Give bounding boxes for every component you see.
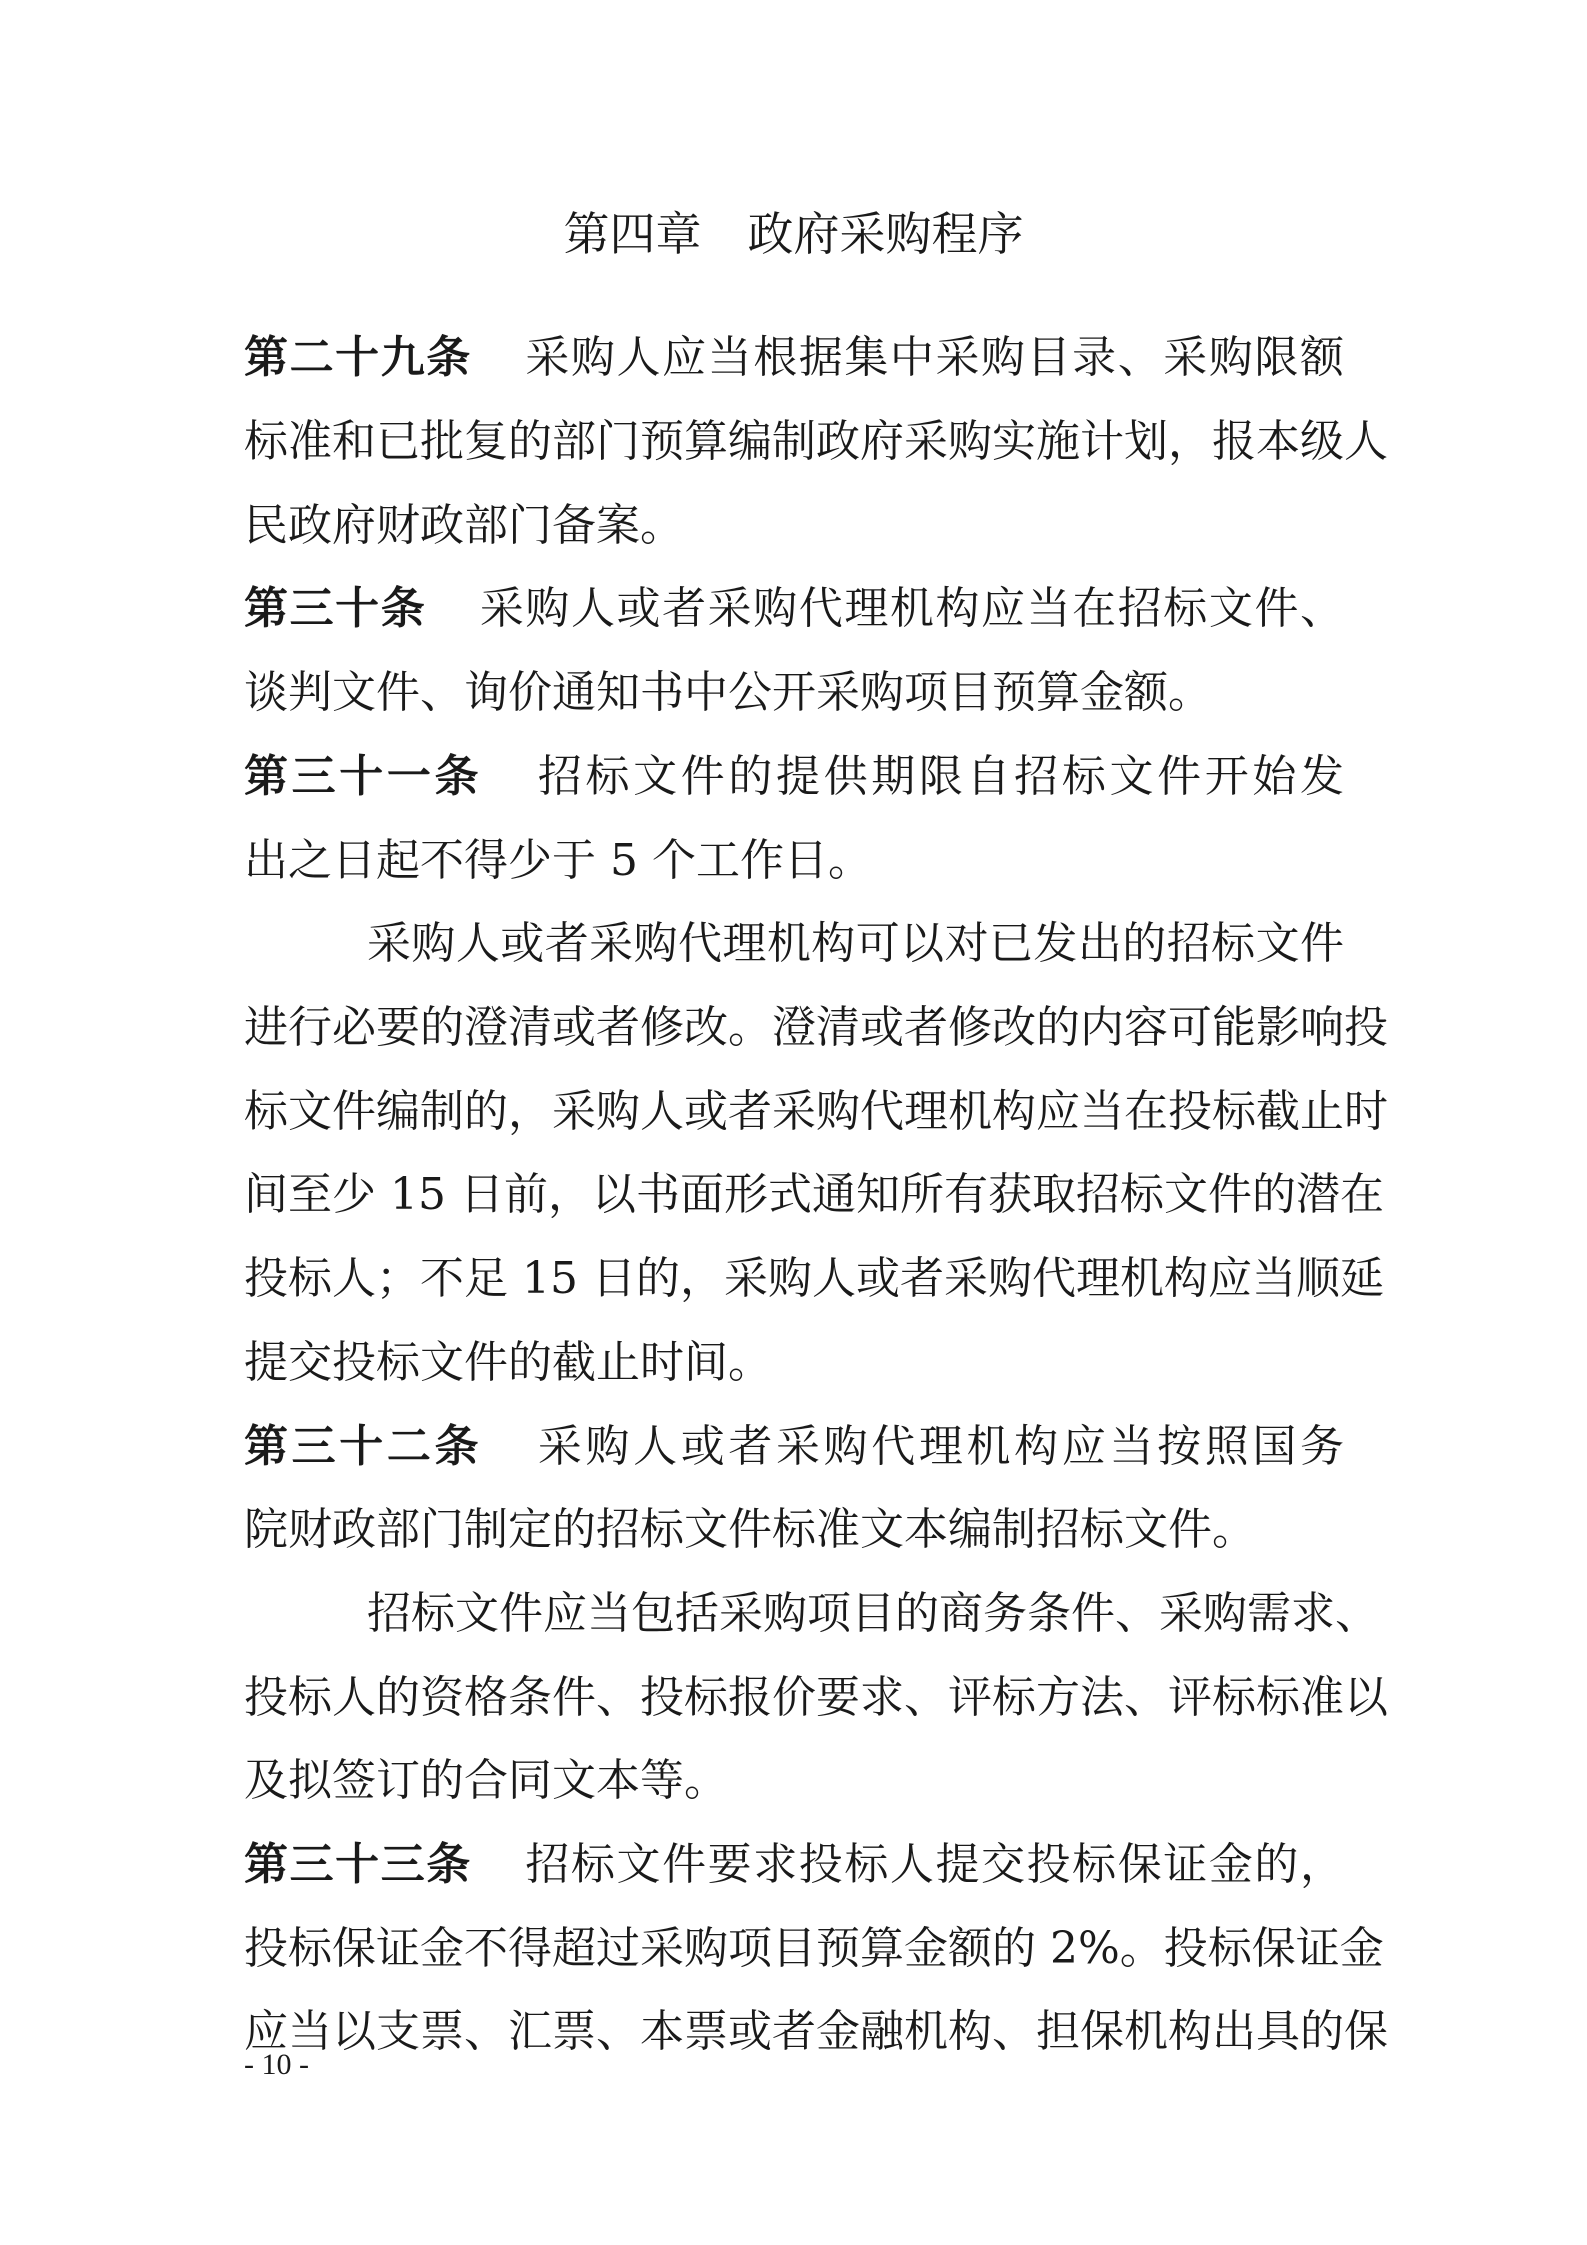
article-heading: 第三十条 (244, 583, 427, 634)
article-heading: 第三十一条 (244, 751, 483, 802)
article-29-line-3: 民政府财政部门备案。 (244, 500, 684, 551)
paragraph-line: 提交投标文件的截止时间。 (244, 1337, 772, 1388)
article-text: 采购人或者采购代理机构应当在招标文件、 (478, 583, 1345, 634)
paragraph-line: 投标人；不足 15 日的，采购人或者采购代理机构应当顺延 (244, 1253, 1384, 1304)
article-31-line-2: 出之日起不得少于 5 个工作日。 (244, 835, 872, 886)
chapter-name: 政府采购程序 (747, 207, 1024, 261)
article-text: 采购人应当根据集中采购目录、采购限额 (523, 332, 1345, 383)
article-text: 招标文件的提供期限自招标文件开始发 (534, 751, 1345, 802)
article-32-line-2: 院财政部门制定的招标文件标准文本编制招标文件。 (244, 1504, 1256, 1555)
article-text: 招标文件要求投标人提交投标保证金的， (523, 1839, 1345, 1890)
article-31-line-1 (244, 748, 1344, 806)
paragraph-line: 招标文件应当包括采购项目的商务条件、采购需求、 (367, 1588, 1379, 1639)
article-33-line-2: 投标保证金不得超过采购项目预算金额的 2%。投标保证金 (244, 1923, 1384, 1974)
paragraph-line: 间至少 15 日前，以书面形式通知所有获取招标文件的潜在 (244, 1169, 1384, 1220)
article-29-line-2: 标准和已批复的部门预算编制政府采购实施计划，报本级人 (244, 416, 1388, 467)
paragraph-line: 进行必要的澄清或者修改。澄清或者修改的内容可能影响投 (244, 1002, 1388, 1053)
article-33-line-3: 应当以支票、汇票、本票或者金融机构、担保机构出具的保 (244, 2006, 1388, 2057)
article-29-line-1 (244, 329, 1344, 387)
article-33-line-1 (244, 1836, 1344, 1894)
chapter-title (0, 202, 1587, 266)
paragraph-line: 标文件编制的，采购人或者采购代理机构应当在投标截止时 (244, 1086, 1388, 1137)
article-32-line-1 (244, 1418, 1344, 1476)
page-number: - 10 - (244, 2048, 309, 2081)
article-heading: 第二十九条 (244, 332, 472, 383)
article-heading: 第三十二条 (244, 1421, 483, 1472)
chapter-label: 第四章 (563, 207, 702, 261)
article-30-line-2: 谈判文件、询价通知书中公开采购项目预算金额。 (244, 667, 1212, 718)
article-text: 采购人或者采购代理机构应当按照国务 (534, 1421, 1345, 1472)
paragraph-line: 投标人的资格条件、投标报价要求、评标方法、评标标准以 (244, 1672, 1388, 1723)
paragraph-line: 采购人或者采购代理机构可以对已发出的招标文件 (367, 918, 1344, 969)
paragraph-line: 及拟签订的合同文本等。 (244, 1755, 728, 1806)
article-30-line-1 (244, 580, 1344, 638)
article-heading: 第三十三条 (244, 1839, 472, 1890)
